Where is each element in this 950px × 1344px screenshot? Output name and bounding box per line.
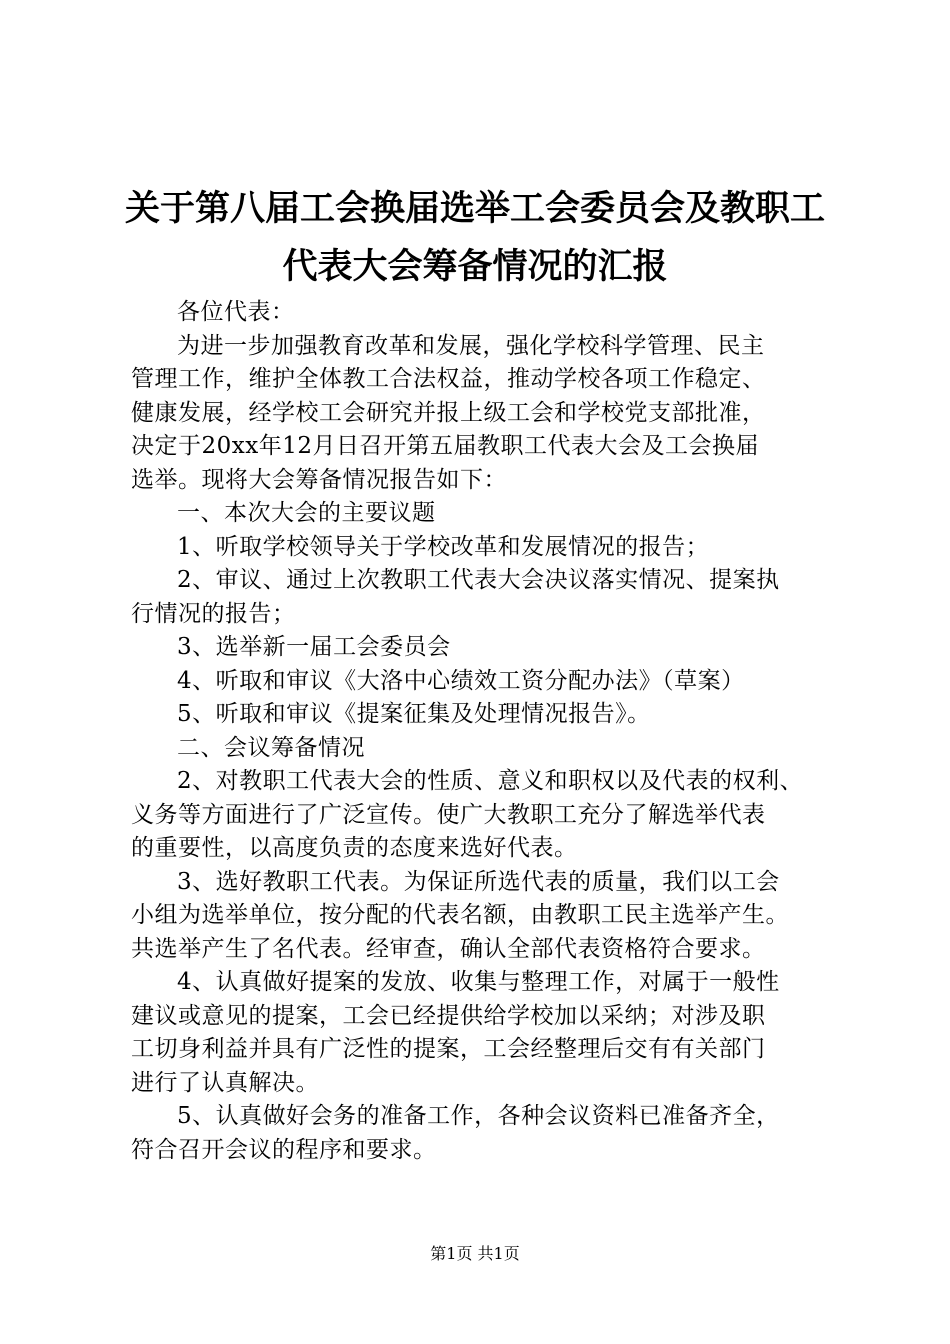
- list-item: 2、对教职工代表大会的性质、意义和职权以及代表的权利、: [177, 768, 804, 794]
- document-body: [131, 296, 831, 1167]
- list-item: 4、认真做好提案的发放、收集与整理工作，对属于一般性: [177, 969, 780, 995]
- paragraph-line: 管理工作，维护全体教工合法权益，推动学校各项工作稳定、: [131, 366, 766, 392]
- document-title-line-1: 关于第八届工会换届选举工会委员会及教职工: [124, 188, 825, 229]
- list-item-continuation: 进行了认真解决。: [131, 1069, 319, 1096]
- list-item-continuation: 义务等方面进行了广泛宣传。使广大教职工充分了解选举代表: [131, 801, 766, 828]
- list-item: 1、听取学校领导关于学校改革和发展情况的报告；: [177, 533, 710, 560]
- list-item: 2、审议、通过上次教职工代表大会决议落实情况、提案执: [177, 567, 780, 593]
- page-footer: 第1页 共1页: [430, 1244, 520, 1263]
- list-item-continuation: 符合召开会议的程序和要求。: [131, 1136, 437, 1163]
- paragraph-line: 决定于20xx年12月日召开第五届教职工代表大会及工会换届: [131, 433, 759, 459]
- list-item-continuation: 工切身利益并具有广泛性的提案，工会经整理后交有有关部门: [131, 1036, 766, 1062]
- paragraph-line: 健康发展，经学校工会研究并报上级工会和学校党支部批准，: [131, 399, 766, 426]
- salutation: 各位代表：: [177, 299, 295, 325]
- paragraph-line: 选举。现将大会筹备情况报告如下：: [131, 466, 507, 493]
- section-heading: 二、会议筹备情况: [177, 734, 365, 761]
- list-item: 3、选好教职工代表。为保证所选代表的质量，我们以工会: [177, 868, 780, 895]
- list-item-continuation: 建议或意见的提案，工会已经提供给学校加以采纳；对涉及职: [131, 1002, 766, 1029]
- paragraph-line: 为进一步加强教育改革和发展，强化学校科学管理、民主: [177, 332, 765, 359]
- list-item: 5、认真做好会务的准备工作，各种会议资料已准备齐全，: [177, 1103, 780, 1129]
- list-item-continuation: 共选举产生了名代表。经审查，确认全部代表资格符合要求。: [131, 935, 766, 962]
- document-title-line-2: 代表大会筹备情况的汇报: [282, 246, 668, 287]
- list-item: 3、选举新一届工会委员会: [177, 634, 451, 660]
- list-item-continuation: 的重要性，以高度负责的态度来选好代表。: [131, 835, 578, 861]
- list-item: 5、听取和审议《提案征集及处理情况报告》。: [177, 701, 651, 727]
- list-item-continuation: 行情况的报告；: [131, 600, 296, 627]
- list-item-continuation: 小组为选举单位，按分配的代表名额，由教职工民主选举产生。: [131, 902, 789, 928]
- section-heading: 一、本次大会的主要议题: [177, 500, 436, 526]
- list-item: 4、听取和审议《大洛中心绩效工资分配办法》（草案）: [177, 667, 745, 694]
